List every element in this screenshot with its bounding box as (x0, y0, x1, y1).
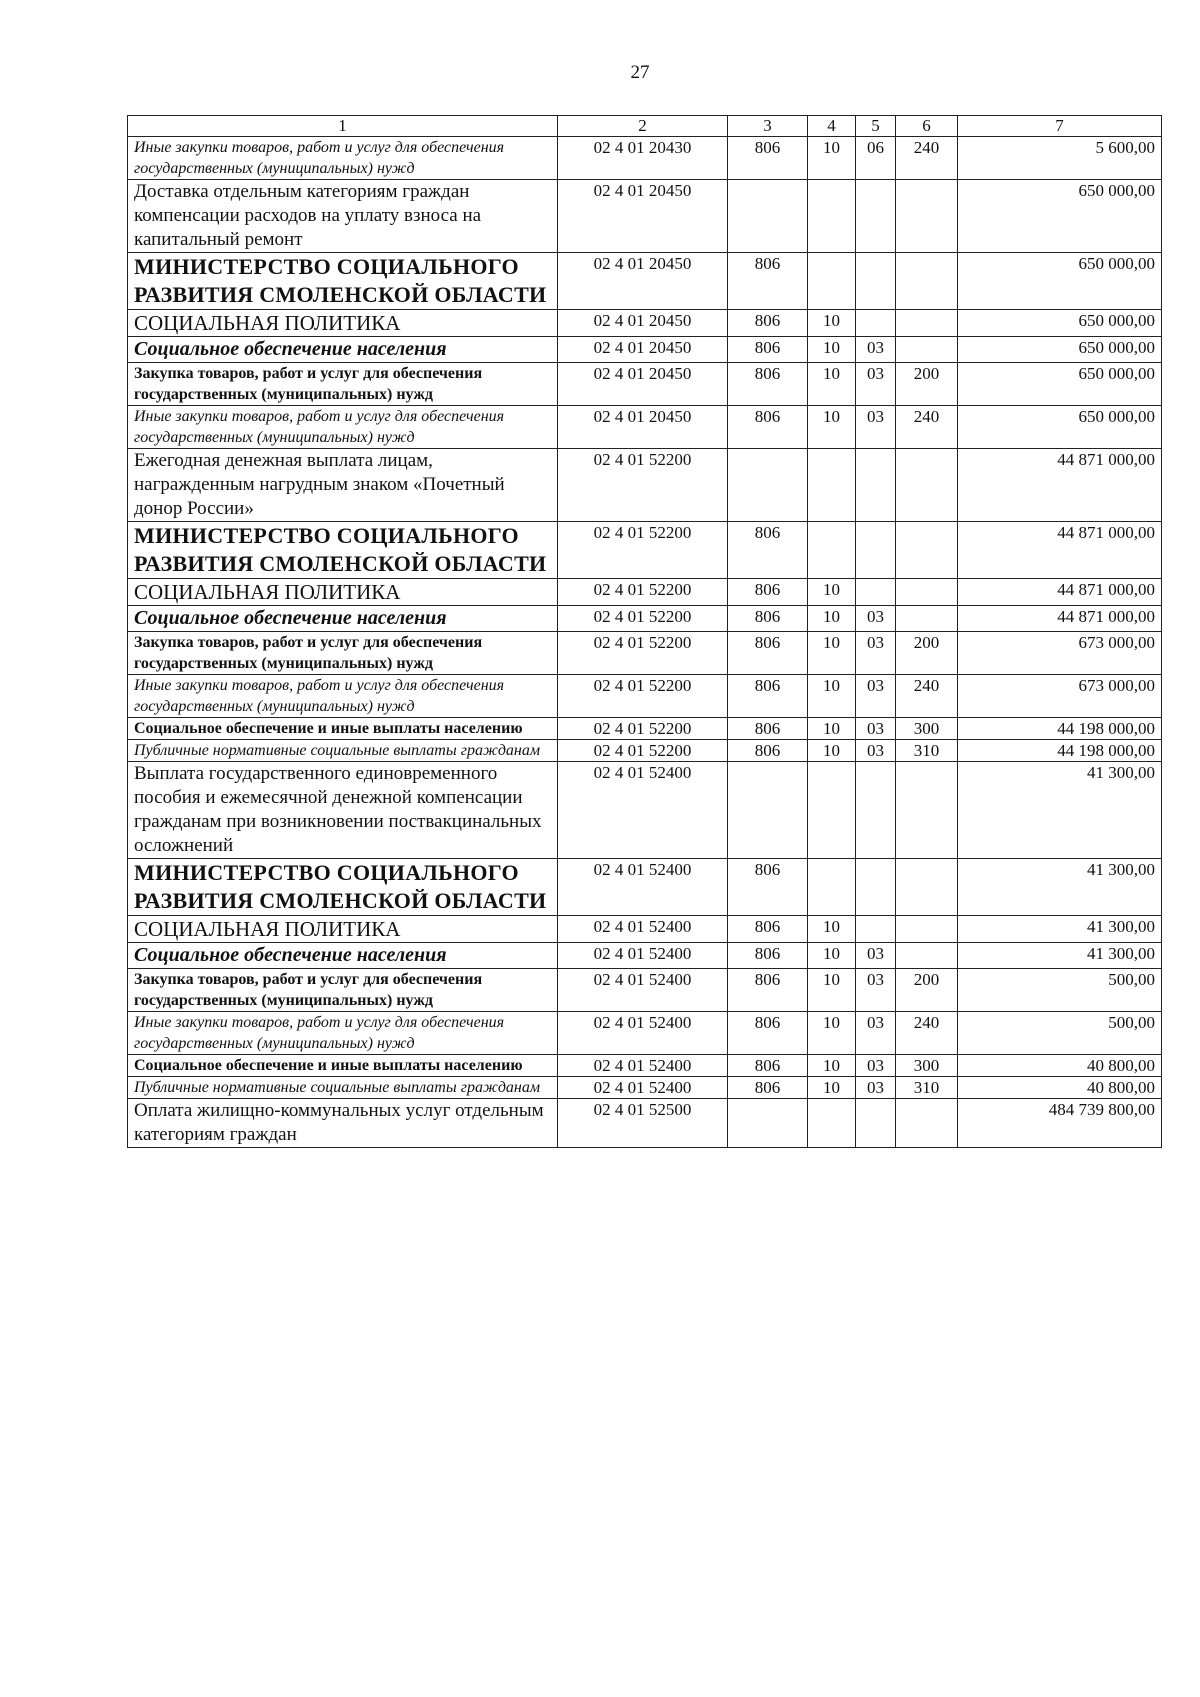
target-article-cell: 02 4 01 52500 (558, 1099, 728, 1148)
table-row (128, 762, 1162, 859)
row-name-cell: Публичные нормативные социальные выплаты гражданам (128, 1077, 558, 1099)
expense-type-cell (896, 337, 958, 363)
amount-cell: 484 739 800,00 (958, 1099, 1162, 1148)
department-code-cell: 806 (728, 740, 808, 762)
department-code-cell: 806 (728, 859, 808, 916)
row-name-cell: Закупка товаров, работ и услуг для обеспечения государственных (муниципальных) нужд (128, 969, 558, 1012)
department-code-cell (728, 1099, 808, 1148)
page-number: 27 (630, 62, 650, 83)
expense-type-cell (896, 522, 958, 579)
expense-type-cell (896, 310, 958, 337)
expense-type-cell: 300 (896, 718, 958, 740)
amount-cell: 650 000,00 (958, 337, 1162, 363)
budget-table (127, 115, 1162, 1148)
expense-type-cell (896, 859, 958, 916)
department-code-cell (728, 180, 808, 253)
amount-cell: 44 871 000,00 (958, 522, 1162, 579)
section-code-cell: 10 (808, 1012, 856, 1055)
subsection-code-cell (856, 522, 896, 579)
amount-cell: 650 000,00 (958, 310, 1162, 337)
header-cell-1: 1 (128, 116, 558, 137)
department-code-cell: 806 (728, 943, 808, 969)
amount-cell: 500,00 (958, 1012, 1162, 1055)
amount-cell: 650 000,00 (958, 406, 1162, 449)
subsection-code-cell (856, 1099, 896, 1148)
row-name-cell: СОЦИАЛЬНАЯ ПОЛИТИКА (128, 310, 558, 337)
department-code-cell: 806 (728, 579, 808, 606)
target-article-cell: 02 4 01 52400 (558, 943, 728, 969)
row-name-cell: Иные закупки товаров, работ и услуг для обеспечения государственных (муниципальных) нужд (128, 406, 558, 449)
target-article-cell: 02 4 01 52200 (558, 606, 728, 632)
amount-cell: 41 300,00 (958, 943, 1162, 969)
header-cell-2: 2 (558, 116, 728, 137)
table-row (128, 718, 1162, 740)
department-code-cell: 806 (728, 310, 808, 337)
section-code-cell: 10 (808, 943, 856, 969)
subsection-code-cell: 03 (856, 1012, 896, 1055)
amount-cell: 5 600,00 (958, 137, 1162, 180)
row-name-cell: Оплата жилищно-коммунальных услуг отдельным категориям граждан (128, 1099, 558, 1148)
subsection-code-cell (856, 762, 896, 859)
subsection-code-cell: 03 (856, 606, 896, 632)
section-code-cell: 10 (808, 718, 856, 740)
amount-cell: 41 300,00 (958, 859, 1162, 916)
expense-type-cell (896, 1099, 958, 1148)
target-article-cell: 02 4 01 20450 (558, 253, 728, 310)
target-article-cell: 02 4 01 52200 (558, 718, 728, 740)
row-name-cell: Иные закупки товаров, работ и услуг для обеспечения государственных (муниципальных) нужд (128, 1012, 558, 1055)
table-row (128, 606, 1162, 632)
amount-cell: 650 000,00 (958, 363, 1162, 406)
table-body (128, 116, 1162, 1148)
table-row (128, 632, 1162, 675)
row-name-cell: СОЦИАЛЬНАЯ ПОЛИТИКА (128, 916, 558, 943)
section-code-cell (808, 180, 856, 253)
table-row (128, 1077, 1162, 1099)
row-name-cell: Закупка товаров, работ и услуг для обеспечения государственных (муниципальных) нужд (128, 363, 558, 406)
amount-cell: 673 000,00 (958, 632, 1162, 675)
table-row (128, 969, 1162, 1012)
section-code-cell (808, 762, 856, 859)
expense-type-cell (896, 916, 958, 943)
section-code-cell: 10 (808, 675, 856, 718)
header-cell-7: 7 (958, 116, 1162, 137)
expense-type-cell (896, 253, 958, 310)
expense-type-cell: 300 (896, 1055, 958, 1077)
target-article-cell: 02 4 01 52200 (558, 740, 728, 762)
subsection-code-cell (856, 449, 896, 522)
table-row (128, 406, 1162, 449)
subsection-code-cell: 03 (856, 675, 896, 718)
row-name-cell: МИНИСТЕРСТВО СОЦИАЛЬНОГО РАЗВИТИЯ СМОЛЕНСКОЙ ОБЛАСТИ (128, 253, 558, 310)
expense-type-cell (896, 943, 958, 969)
target-article-cell: 02 4 01 52400 (558, 1012, 728, 1055)
section-code-cell: 10 (808, 916, 856, 943)
row-name-cell: Доставка отдельным категориям граждан компенсации расходов на уплату взноса на капитальный ремонт (128, 180, 558, 253)
section-code-cell: 10 (808, 606, 856, 632)
target-article-cell: 02 4 01 52200 (558, 675, 728, 718)
section-code-cell: 10 (808, 310, 856, 337)
amount-cell: 673 000,00 (958, 675, 1162, 718)
row-name-cell: МИНИСТЕРСТВО СОЦИАЛЬНОГО РАЗВИТИЯ СМОЛЕНСКОЙ ОБЛАСТИ (128, 859, 558, 916)
department-code-cell: 806 (728, 916, 808, 943)
amount-cell: 500,00 (958, 969, 1162, 1012)
section-code-cell: 10 (808, 969, 856, 1012)
row-name-cell: Иные закупки товаров, работ и услуг для обеспечения государственных (муниципальных) нужд (128, 137, 558, 180)
table-row (128, 675, 1162, 718)
subsection-code-cell: 03 (856, 632, 896, 675)
table-row (128, 180, 1162, 253)
table-row (128, 310, 1162, 337)
target-article-cell: 02 4 01 52400 (558, 1077, 728, 1099)
row-name-cell: МИНИСТЕРСТВО СОЦИАЛЬНОГО РАЗВИТИЯ СМОЛЕНСКОЙ ОБЛАСТИ (128, 522, 558, 579)
subsection-code-cell: 06 (856, 137, 896, 180)
table-row (128, 740, 1162, 762)
table-row (128, 1099, 1162, 1148)
amount-cell: 650 000,00 (958, 180, 1162, 253)
target-article-cell: 02 4 01 52200 (558, 632, 728, 675)
expense-type-cell: 240 (896, 406, 958, 449)
section-code-cell: 10 (808, 406, 856, 449)
target-article-cell: 02 4 01 52200 (558, 522, 728, 579)
amount-cell: 44 871 000,00 (958, 579, 1162, 606)
subsection-code-cell: 03 (856, 943, 896, 969)
amount-cell: 650 000,00 (958, 253, 1162, 310)
table-row (128, 449, 1162, 522)
amount-cell: 44 198 000,00 (958, 718, 1162, 740)
target-article-cell: 02 4 01 52200 (558, 449, 728, 522)
department-code-cell: 806 (728, 969, 808, 1012)
header-cell-3: 3 (728, 116, 808, 137)
department-code-cell: 806 (728, 253, 808, 310)
department-code-cell: 806 (728, 606, 808, 632)
subsection-code-cell (856, 859, 896, 916)
target-article-cell: 02 4 01 20430 (558, 137, 728, 180)
header-cell-4: 4 (808, 116, 856, 137)
department-code-cell (728, 449, 808, 522)
expense-type-cell: 310 (896, 1077, 958, 1099)
section-code-cell: 10 (808, 363, 856, 406)
target-article-cell: 02 4 01 52400 (558, 969, 728, 1012)
amount-cell: 40 800,00 (958, 1055, 1162, 1077)
target-article-cell: 02 4 01 20450 (558, 363, 728, 406)
target-article-cell: 02 4 01 20450 (558, 406, 728, 449)
table-row (128, 253, 1162, 310)
amount-cell: 41 300,00 (958, 762, 1162, 859)
section-code-cell: 10 (808, 1055, 856, 1077)
amount-cell: 44 871 000,00 (958, 449, 1162, 522)
row-name-cell: Социальное обеспечение населения (128, 337, 558, 363)
table-row (128, 943, 1162, 969)
subsection-code-cell (856, 310, 896, 337)
subsection-code-cell (856, 180, 896, 253)
row-name-cell: Ежегодная денежная выплата лицам, награжденным нагрудным знаком «Почетный донор России» (128, 449, 558, 522)
section-code-cell: 10 (808, 137, 856, 180)
target-article-cell: 02 4 01 52400 (558, 762, 728, 859)
expense-type-cell (896, 579, 958, 606)
department-code-cell: 806 (728, 675, 808, 718)
target-article-cell: 02 4 01 52200 (558, 579, 728, 606)
subsection-code-cell (856, 253, 896, 310)
header-cell-5: 5 (856, 116, 896, 137)
section-code-cell: 10 (808, 337, 856, 363)
row-name-cell: Социальное обеспечение и иные выплаты населению (128, 1055, 558, 1077)
amount-cell: 40 800,00 (958, 1077, 1162, 1099)
table-row (128, 337, 1162, 363)
expense-type-cell: 310 (896, 740, 958, 762)
subsection-code-cell: 03 (856, 337, 896, 363)
section-code-cell (808, 522, 856, 579)
row-name-cell: Социальное обеспечение населения (128, 606, 558, 632)
expense-type-cell: 240 (896, 1012, 958, 1055)
table-row (128, 579, 1162, 606)
department-code-cell: 806 (728, 1077, 808, 1099)
amount-cell: 44 198 000,00 (958, 740, 1162, 762)
header-row (128, 116, 1162, 137)
table-row (128, 916, 1162, 943)
target-article-cell: 02 4 01 52400 (558, 1055, 728, 1077)
department-code-cell (728, 762, 808, 859)
subsection-code-cell: 03 (856, 1055, 896, 1077)
expense-type-cell: 240 (896, 675, 958, 718)
target-article-cell: 02 4 01 52400 (558, 916, 728, 943)
section-code-cell: 10 (808, 579, 856, 606)
expense-type-cell: 240 (896, 137, 958, 180)
department-code-cell: 806 (728, 1012, 808, 1055)
expense-type-cell: 200 (896, 632, 958, 675)
section-code-cell (808, 449, 856, 522)
section-code-cell (808, 859, 856, 916)
target-article-cell: 02 4 01 20450 (558, 337, 728, 363)
target-article-cell: 02 4 01 20450 (558, 310, 728, 337)
subsection-code-cell: 03 (856, 718, 896, 740)
expense-type-cell: 200 (896, 363, 958, 406)
department-code-cell: 806 (728, 1055, 808, 1077)
department-code-cell: 806 (728, 337, 808, 363)
subsection-code-cell: 03 (856, 406, 896, 449)
department-code-cell: 806 (728, 718, 808, 740)
department-code-cell: 806 (728, 363, 808, 406)
row-name-cell: Публичные нормативные социальные выплаты гражданам (128, 740, 558, 762)
table-row (128, 1055, 1162, 1077)
target-article-cell: 02 4 01 20450 (558, 180, 728, 253)
subsection-code-cell: 03 (856, 740, 896, 762)
row-name-cell: Социальное обеспечение и иные выплаты населению (128, 718, 558, 740)
amount-cell: 44 871 000,00 (958, 606, 1162, 632)
expense-type-cell (896, 449, 958, 522)
subsection-code-cell (856, 579, 896, 606)
subsection-code-cell: 03 (856, 363, 896, 406)
section-code-cell (808, 253, 856, 310)
department-code-cell: 806 (728, 137, 808, 180)
row-name-cell: Выплата государственного единовременного пособия и ежемесячной денежной компенсации гражданам при возникновении поствакцинальных осложнений (128, 762, 558, 859)
department-code-cell: 806 (728, 522, 808, 579)
row-name-cell: Социальное обеспечение населения (128, 943, 558, 969)
expense-type-cell (896, 180, 958, 253)
table-row (128, 363, 1162, 406)
header-cell-6: 6 (896, 116, 958, 137)
target-article-cell: 02 4 01 52400 (558, 859, 728, 916)
section-code-cell: 10 (808, 740, 856, 762)
expense-type-cell (896, 606, 958, 632)
section-code-cell (808, 1099, 856, 1148)
section-code-cell: 10 (808, 632, 856, 675)
table-row (128, 1012, 1162, 1055)
table-row (128, 522, 1162, 579)
expense-type-cell (896, 762, 958, 859)
expense-type-cell: 200 (896, 969, 958, 1012)
subsection-code-cell: 03 (856, 1077, 896, 1099)
row-name-cell: Иные закупки товаров, работ и услуг для обеспечения государственных (муниципальных) нужд (128, 675, 558, 718)
table-row (128, 859, 1162, 916)
section-code-cell: 10 (808, 1077, 856, 1099)
subsection-code-cell (856, 916, 896, 943)
subsection-code-cell: 03 (856, 969, 896, 1012)
amount-cell: 41 300,00 (958, 916, 1162, 943)
department-code-cell: 806 (728, 632, 808, 675)
table-row (128, 137, 1162, 180)
department-code-cell: 806 (728, 406, 808, 449)
row-name-cell: Закупка товаров, работ и услуг для обеспечения государственных (муниципальных) нужд (128, 632, 558, 675)
row-name-cell: СОЦИАЛЬНАЯ ПОЛИТИКА (128, 579, 558, 606)
